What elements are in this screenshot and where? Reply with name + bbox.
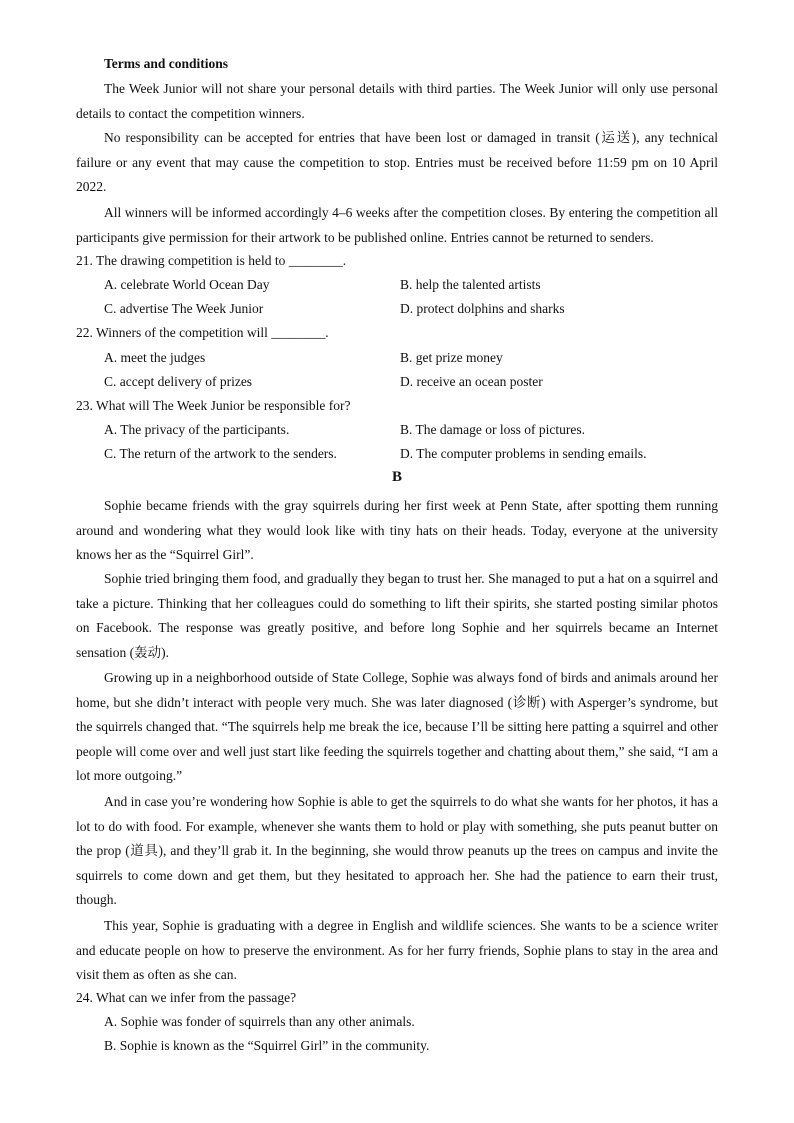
question-21-option-c: C. advertise The Week Junior <box>104 301 264 316</box>
question-22-option-d: D. receive an ocean poster <box>400 374 543 389</box>
question-24-option-a: A. Sophie was fonder of squirrels than any other animals. <box>104 1014 415 1029</box>
question-23-option-b: B. The damage or loss of pictures. <box>400 422 585 437</box>
question-22-stem: 22. Winners of the competition will ________. <box>76 325 329 340</box>
question-22-option-b: B. get prize money <box>400 350 503 365</box>
question-23-option-d: D. The computer problems in sending emails. <box>400 446 647 461</box>
question-21-option-b: B. help the talented artists <box>400 277 541 292</box>
terms-paragraph-2: No responsibility can be accepted for entries that have been lost or damaged in transit (运送), any technical failure or any event that may cause the competition to stop. Entries must be received before 11:59 pm on 10 April 2022. <box>76 130 718 195</box>
question-21-stem: 21. The drawing competition is held to ________. <box>76 253 347 268</box>
terms-heading: Terms and conditions <box>104 56 229 71</box>
question-23-option-a: A. The privacy of the participants. <box>104 422 290 437</box>
question-22-option-c: C. accept delivery of prizes <box>104 374 253 389</box>
question-24-option-b: B. Sophie is known as the “Squirrel Girl” in the community. <box>104 1038 430 1053</box>
passage-b-paragraph-3: Growing up in a neighborhood outside of State College, Sophie was always fond of birds and animals around her home, but she didn’t interact with people very much. She was later diagnosed (诊断) with Asperger’s syndrome, but the squirrels changed that. “The squirrels help me break the ice, because I’ll be sitting here patting a squirrel and other people will come over and well just start like feeding the squirrels together and chatting about them,” she said, “I am a lot more outgoing.” <box>76 670 718 784</box>
section-b-label: B <box>391 469 402 485</box>
terms-paragraph-1: The Week Junior will not share your personal details with third parties. The Week Junior will only use personal details to contact the competition winners. <box>76 81 718 121</box>
question-23-stem: 23. What will The Week Junior be responsible for? <box>76 398 351 413</box>
question-21-option-a: A. celebrate World Ocean Day <box>104 277 270 292</box>
passage-b-paragraph-4: And in case you’re wondering how Sophie is able to get the squirrels to do what she wants for her photos, it has a lot to do with food. For example, whenever she wants them to hold or play with something, she puts peanut butter on the prop (道具), and they’ll grab it. In the beginning, she would throw peanuts up the trees on campus and invite the squirrels to come down and get them, but they hesitated to approach her. She had the patience to earn their trust, though. <box>76 794 718 908</box>
passage-b-paragraph-5: This year, Sophie is graduating with a degree in English and wildlife sciences. She wants to be a science writer and educate people on how to preserve the environment. As for her furry friends, Sophie plans to stay in the area and visit them as often as she can. <box>76 918 718 983</box>
question-21-option-d: D. protect dolphins and sharks <box>400 301 565 316</box>
terms-paragraph-3: All winners will be informed accordingly 4–6 weeks after the competition closes. By entering the competition all participants give permission for their artwork to be published online. Entries cannot be returned to senders. <box>76 205 718 245</box>
question-24-stem: 24. What can we infer from the passage? <box>76 990 297 1005</box>
passage-b-paragraph-1: Sophie became friends with the gray squirrels during her first week at Penn State, after spotting them running around and wondering what they would look like with tiny hats on their heads. Today, everyone at the university knows her as the “Squirrel Girl”. <box>76 498 718 563</box>
question-22-option-a: A. meet the judges <box>104 350 206 365</box>
passage-b-paragraph-2: Sophie tried bringing them food, and gradually they began to trust her. She managed to put a hat on a squirrel and take a picture. Thinking that her colleagues could do something to lift their spirits, she started posting similar photos on Facebook. The response was greatly positive, and before long Sophie and her squirrels became an Internet sensation (轰动). <box>76 571 718 660</box>
question-23-option-c: C. The return of the artwork to the senders. <box>104 446 337 461</box>
